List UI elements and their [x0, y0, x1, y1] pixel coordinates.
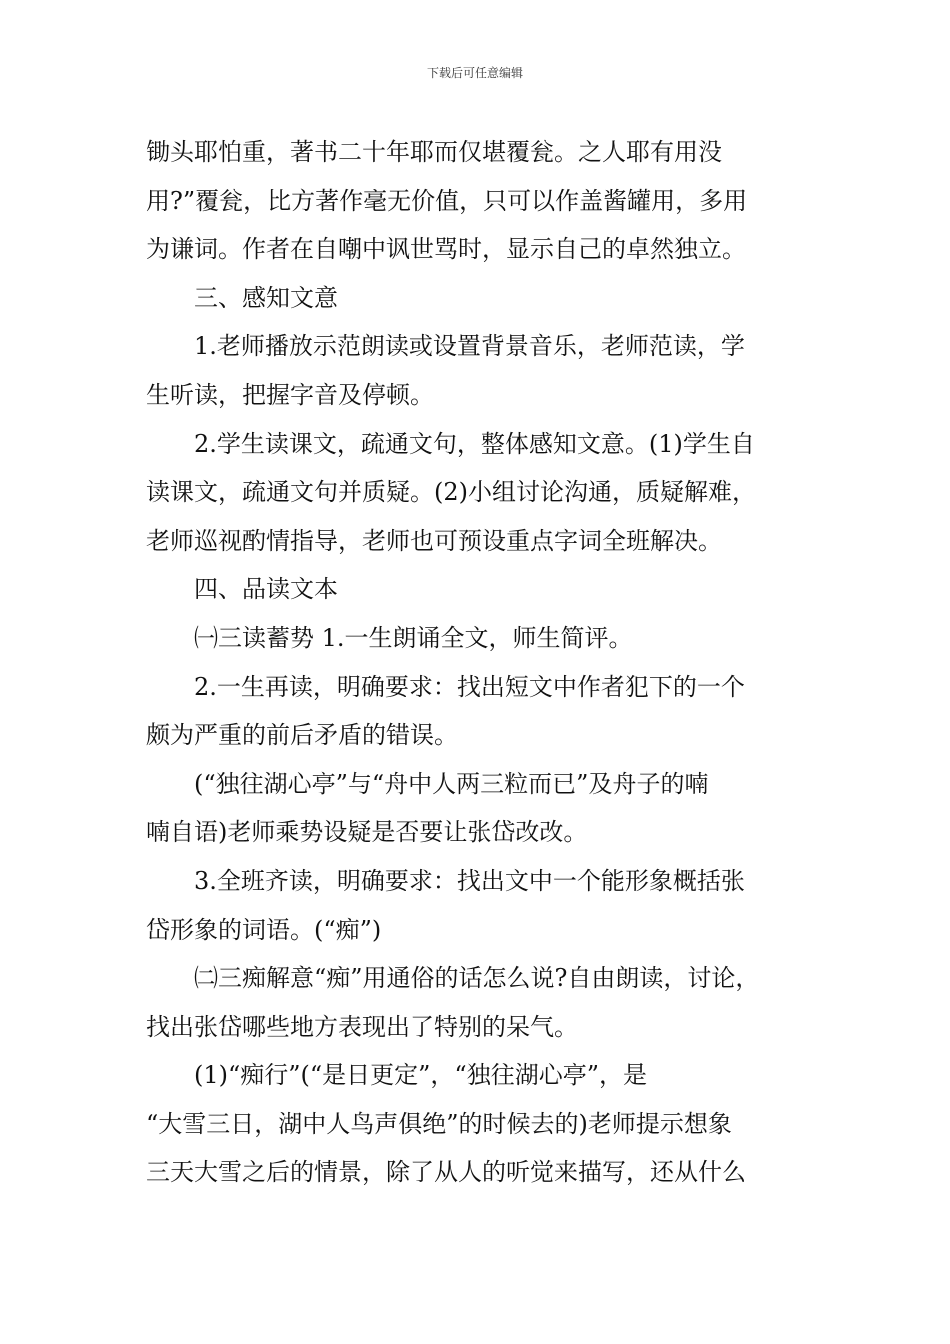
- text-line: ㈠三读蓄势 1.一生朗诵全文，师生简评。: [194, 623, 633, 652]
- text-line: 岱形象的词语。(“痴”): [146, 915, 382, 944]
- text-line: 颇为严重的前后矛盾的错误。: [146, 721, 458, 750]
- text-line: (1)“痴行”(“是日更定”，“独往湖心亭”，是: [194, 1061, 647, 1090]
- text-line: 喃自语)老师乘势设疑是否要让张岱改改。: [146, 818, 588, 847]
- text-line: 老师巡视酌情指导，老师也可预设重点字词全班解决。: [146, 526, 722, 555]
- page-header: 下载后可任意编辑: [426, 66, 523, 80]
- text-line: 锄头耶怕重，著书二十年耶而仅堪覆瓮。之人耶有用没: [146, 138, 722, 166]
- text-line: (“独往湖心亭”与“舟中人两三粒而已”及舟子的喃: [194, 769, 709, 798]
- text-line: ㈡三痴解意“痴”用通俗的话怎么说?自由朗读，讨论，: [194, 964, 760, 993]
- text-line: 1.老师播放示范朗读或设置背景音乐，老师范读，学: [194, 332, 745, 361]
- document-body: [146, 128, 810, 1197]
- text-line: 找出张岱哪些地方表现出了特别的呆气。: [146, 1012, 578, 1041]
- text-line: 生听读，把握字音及停顿。: [146, 380, 434, 409]
- section-heading: 三、感知文意: [194, 283, 338, 312]
- text-line: 3.全班齐读，明确要求：找出文中一个能形象概括张: [194, 866, 745, 895]
- section-heading: 四、品读文本: [194, 575, 338, 604]
- text-line: 三天大雪之后的情景，除了从人的听觉来描写，还从什么: [146, 1158, 746, 1187]
- text-line: 2.学生读课文，疏通文句，整体感知文意。(1)学生自: [194, 429, 755, 458]
- text-line: 2.一生再读，明确要求：找出短文中作者犯下的一个: [194, 672, 745, 701]
- text-line: 读课文，疏通文句并质疑。(2)小组讨论沟通，质疑解难，: [146, 478, 756, 507]
- text-line: 用?”覆瓮，比方著作毫无价值，只可以作盖酱罐用，多用: [146, 186, 748, 215]
- text-line: 为谦词。作者在自嘲中讽世骂时，显示自己的卓然独立。: [146, 235, 746, 264]
- text-line: “大雪三日，湖中人鸟声俱绝”的时候去的)老师提示想象: [146, 1109, 732, 1138]
